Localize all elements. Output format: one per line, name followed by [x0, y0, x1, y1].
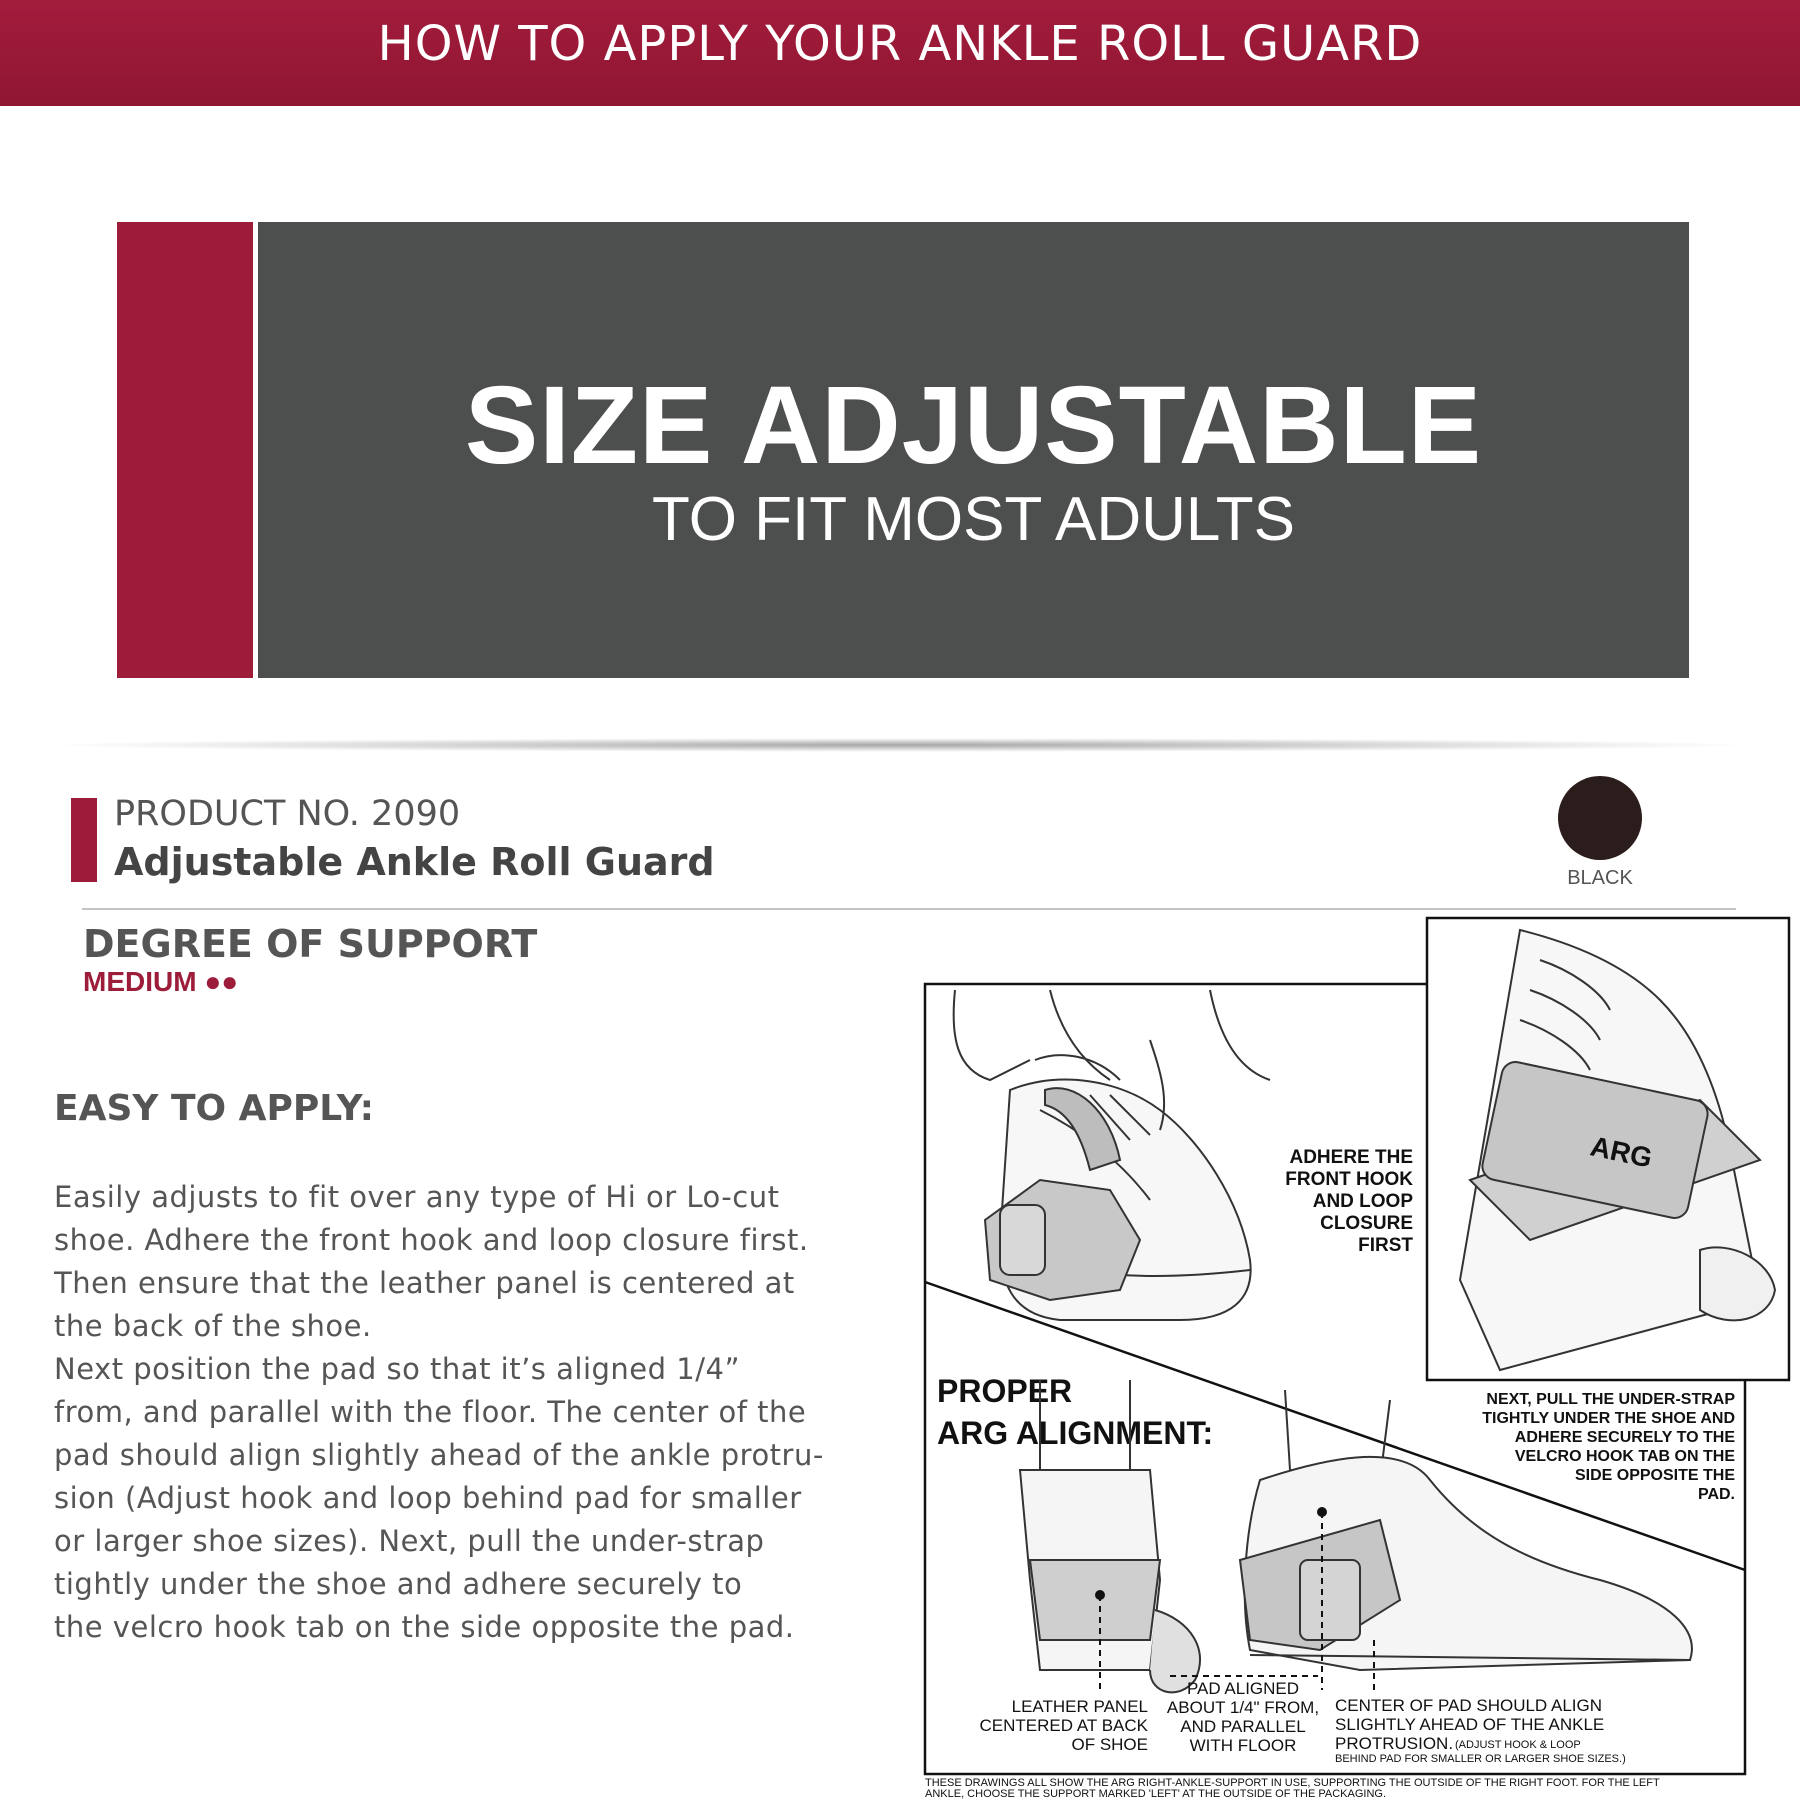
instruction-line: shoe. Adhere the front hook and loop closure first.: [54, 1223, 809, 1257]
center-pad-note-line: SLIGHTLY AHEAD OF THE ANKLE: [1335, 1715, 1605, 1734]
instruction-line: pad should align slightly ahead of the ankle protru-: [54, 1438, 824, 1472]
product-number: PRODUCT NO. 2090: [114, 794, 461, 834]
adhere-note-line: CLOSURE: [1320, 1213, 1413, 1234]
understrap-note-line: VELCRO HOOK TAB ON THE: [1514, 1448, 1735, 1465]
footnote-line: THESE DRAWINGS ALL SHOW THE ARG RIGHT-ANKLE-SUPPORT IN USE, SUPPORTING THE OUTSIDE OF THE RIGHT FOOT. FOR THE LEFT: [925, 1777, 1660, 1789]
alignment-title-line: PROPER: [937, 1373, 1073, 1409]
understrap-note-line: NEXT, PULL THE UNDER-STRAP: [1486, 1391, 1735, 1408]
instruction-line: the velcro hook tab on the side opposite the pad.: [54, 1610, 795, 1644]
adhere-note-line: AND LOOP: [1312, 1191, 1413, 1212]
header-title: HOW TO APPLY YOUR ANKLE ROLL GUARD: [377, 16, 1423, 72]
leather-panel-note-line: LEATHER PANEL: [1011, 1697, 1148, 1716]
instruction-line: Easily adjusts to fit over any type of Hi or Lo-cut: [54, 1180, 780, 1214]
pad-aligned-note-line: ABOUT 1/4" FROM,: [1166, 1698, 1320, 1717]
instruction-line: Then ensure that the leather panel is centered at: [54, 1266, 795, 1300]
instruction-line: sion (Adjust hook and loop behind pad for smaller: [54, 1481, 802, 1515]
color-swatch-label: BLACK: [1567, 867, 1633, 889]
understrap-note-line: TIGHTLY UNDER THE SHOE AND: [1482, 1410, 1735, 1427]
leather-panel-dot: [1095, 1590, 1105, 1600]
instruction-line: tightly under the shoe and adhere securely to: [54, 1567, 743, 1601]
center-pad-small-line: BEHIND PAD FOR SMALLER OR LARGER SHOE SIZES.): [1335, 1753, 1626, 1765]
hero-title: SIZE ADJUSTABLE: [464, 364, 1483, 487]
center-pad-note: [1335, 1696, 1626, 1765]
pad-center-dot: [1317, 1507, 1327, 1517]
center-pad-small-line: (ADJUST HOOK & LOOP: [1455, 1739, 1581, 1751]
alignment-title-line: ARG ALIGNMENT:: [937, 1415, 1214, 1451]
leather-panel-note-line: CENTERED AT BACK: [979, 1716, 1148, 1735]
pad-aligned-note-line: WITH FLOOR: [1189, 1736, 1297, 1755]
footnote-line: ANKLE, CHOOSE THE SUPPORT MARKED 'LEFT' AT THE OUTSIDE OF THE PACKAGING.: [925, 1788, 1387, 1800]
understrap-note-line: PAD.: [1697, 1486, 1735, 1503]
instruction-line: the back of the shoe.: [54, 1309, 372, 1343]
pad-aligned-note-line: AND PARALLEL: [1180, 1717, 1306, 1736]
leather-panel-note-line: OF SHOE: [1071, 1735, 1148, 1754]
center-pad-note-line: PROTRUSION.: [1335, 1734, 1454, 1753]
hero-subtitle: TO FIT MOST ADULTS: [651, 485, 1296, 554]
pad-aligned-note-line: PAD ALIGNED: [1186, 1679, 1300, 1698]
pad-aligned-note: [1167, 1679, 1319, 1755]
product-name: Adjustable Ankle Roll Guard: [114, 840, 715, 884]
instruction-line: from, and parallel with the floor. The center of the: [54, 1395, 807, 1429]
understrap-note-line: SIDE OPPOSITE THE: [1574, 1467, 1735, 1484]
adhere-note-line: ADHERE THE: [1289, 1147, 1413, 1168]
instructions-heading: EASY TO APPLY:: [54, 1088, 374, 1129]
instruction-line: Next position the pad so that it’s aligned 1/4”: [54, 1352, 740, 1386]
adhere-note-line: FIRST: [1358, 1235, 1413, 1256]
instruction-line: or larger shoe sizes). Next, pull the under-strap: [54, 1524, 765, 1558]
adhere-note-line: FRONT HOOK: [1285, 1169, 1413, 1190]
arg-logo-inset: ARG: [1587, 1130, 1656, 1174]
diagram-footnote: [925, 1777, 1660, 1800]
support-heading: DEGREE OF SUPPORT: [83, 922, 538, 966]
support-level: MEDIUM ●●: [83, 966, 239, 997]
understrap-note-line: ADHERE SECURELY TO THE: [1514, 1429, 1735, 1446]
center-pad-note-line: CENTER OF PAD SHOULD ALIGN: [1335, 1696, 1603, 1715]
